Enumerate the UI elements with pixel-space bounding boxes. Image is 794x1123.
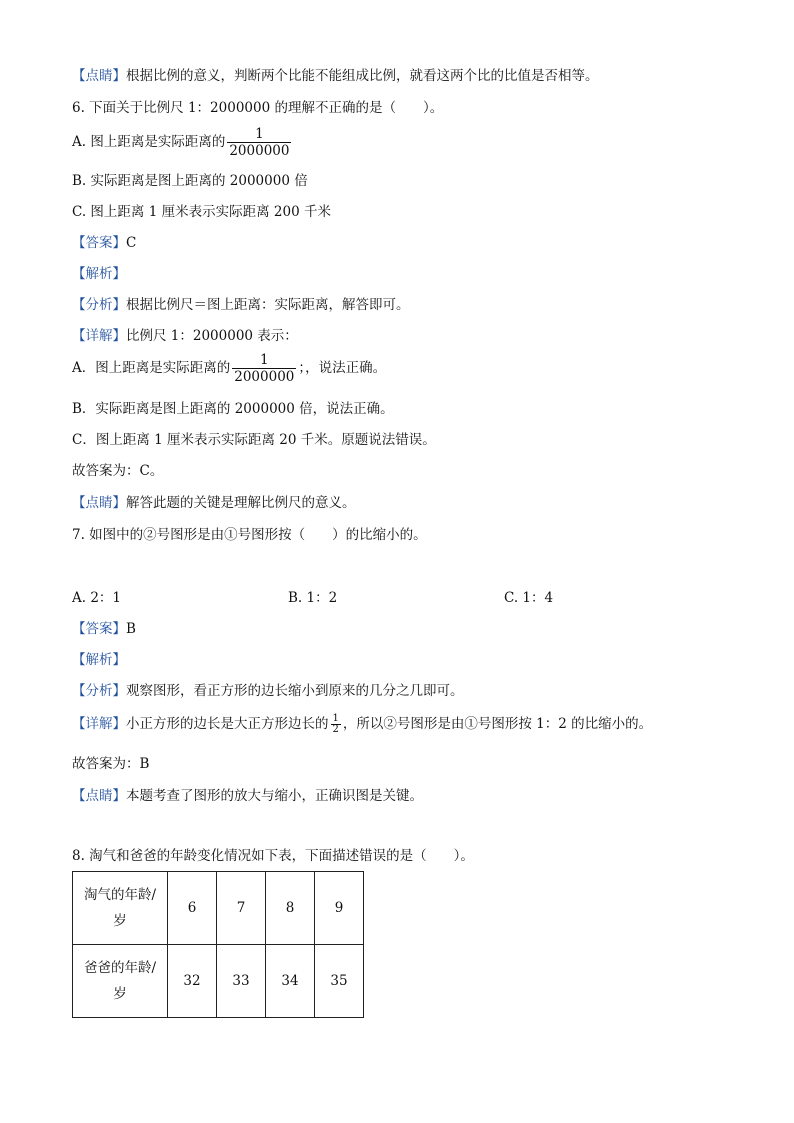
fraction-denominator: 2000000 bbox=[229, 143, 290, 159]
fenxi-tag: 【分析】 bbox=[72, 297, 126, 313]
q6-stem: 6. 下面关于比例尺 1：2000000 的理解不正确的是（ ）。 bbox=[72, 100, 444, 116]
answer-value: B bbox=[126, 621, 136, 637]
q7-conclusion: 故答案为：B bbox=[72, 756, 150, 772]
q6-fenxi bbox=[72, 295, 410, 315]
xiangjie-tag: 【详解】 bbox=[72, 328, 126, 344]
table-cell: 9 bbox=[315, 872, 364, 945]
dianjing-tag: 【点睛】 bbox=[72, 788, 126, 804]
q8-stem: 8. 淘气和爸爸的年龄变化情况如下表，下面描述错误的是（ ）。 bbox=[72, 848, 474, 864]
fenxi-text: 观察图形，看正方形的边长缩小到原来的几分之几即可。 bbox=[126, 683, 464, 699]
answer-tag: 【答案】 bbox=[72, 621, 126, 637]
q7-fenxi bbox=[72, 681, 464, 701]
table-cell: 34 bbox=[266, 945, 315, 1018]
q6-conclusion: 故答案为：C。 bbox=[72, 463, 164, 479]
header-line: 岁 bbox=[113, 913, 127, 929]
table-cell: 7 bbox=[217, 872, 266, 945]
xiangjie-text: 比例尺 1：2000000 表示： bbox=[126, 328, 298, 344]
q6-answer bbox=[72, 233, 136, 253]
header-line: 爸爸的年龄/ bbox=[83, 960, 157, 976]
fenxi-tag: 【分析】 bbox=[72, 683, 126, 699]
fenxi-text: 根据比例尺＝图上距离：实际距离，解答即可。 bbox=[126, 297, 410, 313]
q6-detail-b: B．实际距离是图上距离的 2000000 倍，说法正确。 bbox=[72, 401, 394, 417]
q6-dianjing bbox=[72, 493, 356, 513]
answer-tag: 【答案】 bbox=[72, 235, 126, 251]
fraction-denominator: 2 bbox=[332, 724, 339, 735]
row-header bbox=[73, 872, 168, 945]
q6-option-a bbox=[72, 126, 293, 159]
xiangjie-suffix: ，所以②号图形是由①号图形按 1：2 的比缩小的。 bbox=[342, 716, 653, 732]
table-row bbox=[73, 872, 364, 945]
age-table bbox=[72, 871, 364, 1018]
dianjing-text: 本题考查了图形的放大与缩小，正确识图是关键。 bbox=[126, 788, 423, 804]
detail-a-suffix: ；，说法正确。 bbox=[298, 360, 387, 376]
dianjing-text: 解答此题的关键是理解比例尺的意义。 bbox=[126, 495, 356, 511]
xiangjie-text: 小正方形的边长是大正方形边长的 bbox=[126, 716, 329, 732]
dianjing-tag: 【点睛】 bbox=[72, 495, 126, 511]
q6-detail-a bbox=[72, 352, 386, 385]
detail-a-text: A．图上距离是实际距离的 bbox=[72, 360, 231, 376]
header-line: 岁 bbox=[113, 986, 127, 1002]
q5-dianjing bbox=[72, 66, 599, 86]
table-cell: 32 bbox=[168, 945, 217, 1018]
fraction bbox=[227, 126, 291, 159]
fraction-numerator: 1 bbox=[255, 126, 264, 142]
row-header bbox=[73, 945, 168, 1018]
q7-dianjing bbox=[72, 786, 423, 806]
table-cell: 8 bbox=[266, 872, 315, 945]
q7-option-a: A. 2：1 bbox=[72, 590, 122, 606]
xiangjie-tag: 【详解】 bbox=[72, 716, 126, 732]
table-cell: 6 bbox=[168, 872, 217, 945]
table-cell: 33 bbox=[217, 945, 266, 1018]
q6-xiangjie bbox=[72, 326, 298, 346]
fraction-denominator: 2000000 bbox=[234, 369, 295, 385]
q7-stem: 7. 如图中的②号图形是由①号图形按（ ）的比缩小的。 bbox=[72, 527, 427, 543]
q7-option-b: B. 1：2 bbox=[288, 590, 338, 606]
fraction-numerator: 1 bbox=[332, 713, 339, 724]
fraction bbox=[232, 352, 296, 385]
option-a-text: A. 图上距离是实际距离的 bbox=[72, 134, 226, 150]
fraction bbox=[331, 714, 341, 735]
q7-jiexi-tag: 【解析】 bbox=[72, 652, 126, 668]
fraction-numerator: 1 bbox=[260, 352, 269, 368]
header-line: 淘气的年龄/ bbox=[83, 887, 157, 903]
table-cell: 35 bbox=[315, 945, 364, 1018]
q7-xiangjie bbox=[72, 712, 652, 735]
q7-answer bbox=[72, 619, 136, 639]
q6-jiexi-tag: 【解析】 bbox=[72, 266, 126, 282]
answer-value: C bbox=[126, 235, 137, 251]
q6-detail-c: C．图上距离 1 厘米表示实际距离 20 千米。原题说法错误。 bbox=[72, 432, 436, 448]
dianjing-tag: 【点睛】 bbox=[72, 68, 126, 84]
q7-option-c: C. 1：4 bbox=[504, 590, 554, 606]
dianjing-text: 根据比例的意义，判断两个比能不能组成比例，就看这两个比的比值是否相等。 bbox=[126, 68, 599, 84]
q6-option-b: B. 实际距离是图上距离的 2000000 倍 bbox=[72, 173, 308, 189]
table-row bbox=[73, 945, 364, 1018]
q6-option-c: C. 图上距离 1 厘米表示实际距离 200 千米 bbox=[72, 204, 331, 220]
